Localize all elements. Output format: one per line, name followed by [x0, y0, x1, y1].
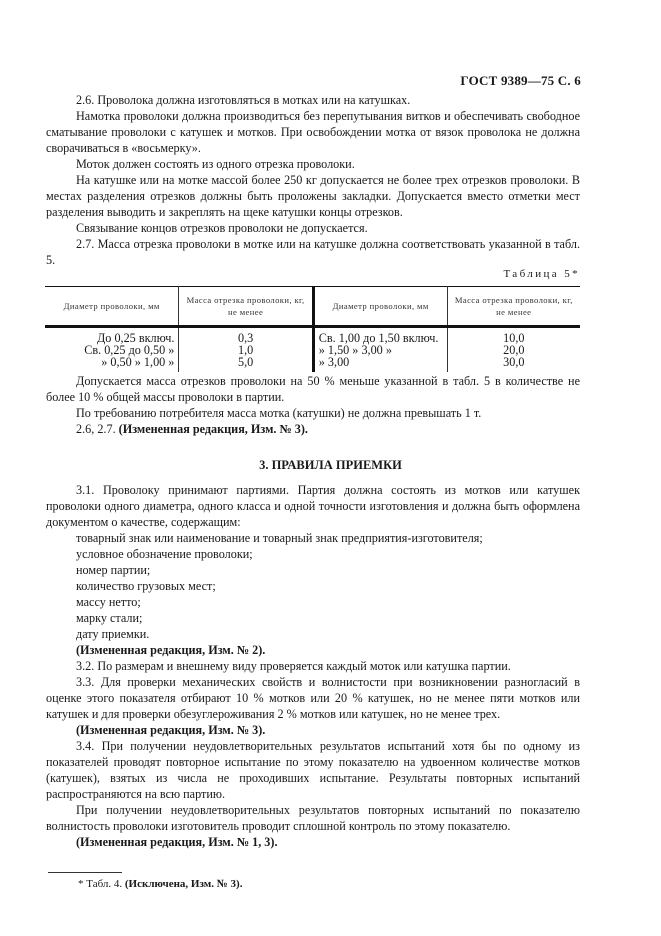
header-mass-1: Масса отрезка проволоки, кг, не менее: [179, 287, 313, 327]
table-caption: Таблица 5*: [503, 268, 580, 280]
paragraph-3-2: 3.2. По размерам и внешнему виду проверяется каждый моток или катушка партии.: [76, 659, 511, 673]
amendment-bold: (Измененная редакция, Изм. № 3).: [76, 723, 266, 737]
paragraph-winding: Намотка проволоки должна производиться без перепутывания витков и обеспечивать свободное сматывание проволоки с катушек и мотков. При освобождении мотка от вязок проволока не должна сворачиваться в «восьмерку».: [46, 109, 580, 155]
footnote-prefix: * Табл. 4.: [78, 878, 123, 890]
cell-line: 0,3: [237, 331, 254, 345]
cell-line: 30,0: [503, 355, 525, 369]
table-5: [45, 286, 580, 372]
cell-mass-right: [447, 327, 580, 373]
list-item: номер партии;: [76, 563, 151, 577]
list-item: марку стали;: [76, 611, 143, 625]
amendment-bold: (Измененная редакция, Изм. № 3).: [118, 422, 308, 436]
section-3-heading: 3. ПРАВИЛА ПРИЕМКИ: [259, 458, 402, 472]
paragraph-spool: На катушке или на мотке массой более 250 кг допускается не более трех отрезков проволоки. В местах разделения отрезков должны быть проложены закладки. Допускается вместо отметки мест разделения выводить и закреплять на щеке катушки концы отрезков.: [46, 173, 580, 219]
paragraph-mass-allowance: Допускается масса отрезков проволоки на 50 % меньше указанной в табл. 5 в количестве не более 10 % общей массы проволоки в партии.: [46, 374, 580, 404]
amendment-ref-3-4: [46, 834, 610, 850]
cell-line: 10,0: [503, 331, 525, 345]
header-mass-2: Масса отрезка проволоки, кг, не менее: [447, 287, 580, 327]
list-item: условное обозначение проволоки;: [76, 547, 253, 561]
footnote: [78, 878, 242, 890]
cell-line: » 3,00: [318, 355, 350, 369]
cell-line: » 1,50 » 3,00 »: [318, 343, 392, 357]
cell-line: Св. 0,25 до 0,50 »: [84, 343, 175, 357]
cell-line: 5,0: [237, 355, 254, 369]
amendment-ref-3-1: [46, 642, 610, 658]
cell-mass-left: [179, 327, 313, 373]
list-item: количество грузовых мест;: [76, 579, 216, 593]
amendment-ref-2-6: [46, 421, 580, 437]
cell-line: Св. 1,00 до 1,50 включ.: [318, 331, 439, 345]
paragraph-2-6: 2.6. Проволока должна изготовляться в мотках или на катушках.: [76, 93, 411, 107]
cell-line: 20,0: [503, 343, 525, 357]
list-item: массу нетто;: [76, 595, 141, 609]
cell-line: До 0,25 включ.: [96, 331, 175, 345]
paragraph-tying: Связывание концов отрезков проволоки не допускается.: [76, 221, 368, 235]
cell-diameter-left: [45, 327, 179, 373]
paragraph-2-7-text: 2.7. Масса отрезка проволоки в мотке или на катушке должна соответствовать указанной в табл. 5.: [46, 237, 580, 267]
amendment-bold: (Измененная редакция, Изм. № 1, 3).: [76, 835, 278, 849]
paragraph-2-7: [46, 236, 580, 268]
header-diameter-2: Диаметр проволоки, мм: [313, 287, 447, 327]
header-diameter-1: Диаметр проволоки, мм: [63, 301, 160, 311]
paragraph-3-1: 3.1. Проволоку принимают партиями. Партия должна состоять из мотков или катушек проволоки одного диаметра, одного класса и одной точности изготовления и должна быть оформлена документом о качестве, содержащим:: [46, 483, 580, 529]
table-header-row: [45, 287, 580, 327]
cell-line: 1,0: [237, 343, 254, 357]
footnote-bold: (Исключена, Изм. № 3).: [124, 878, 243, 890]
paragraph-3-4-repeat: При получении неудовлетворительных результатов повторных испытаний по показателю волнистость проволоки изготовитель проводит сплошной контроль по этому показателю.: [46, 803, 580, 833]
list-item: дату приемки.: [76, 627, 150, 641]
cell-line: » 0,50 » 1,00 »: [101, 355, 175, 369]
amendment-ref-3-3: [46, 722, 610, 738]
paragraph-3-4: 3.4. При получении неудовлетворительных результатов испытаний хотя бы по одному из показателей проводят повторное испытание по этому показателю на удвоенном количестве мотков (катушек), взятых из числа не проходивших испытание. Результаты повторных испытаний распространяются на всю партию.: [46, 739, 580, 801]
amendment-prefix: 2.6, 2.7.: [76, 422, 116, 436]
amendment-bold: (Измененная редакция, Изм. № 2).: [76, 643, 266, 657]
list-item: товарный знак или наименование и товарный знак предприятия-изготовителя;: [76, 531, 483, 545]
paragraph-coil: Моток должен состоять из одного отрезка проволоки.: [76, 157, 355, 171]
table-row: [45, 327, 580, 373]
paragraph-3-3: 3.3. Для проверки механических свойств и волнистости при возникновении разногласий в оценке этого показателя отбирают 10 % мотков или 20 % катушек, но не менее пяти мотков или катушек и для проверки обезуглероживания 2 % мотков или катушек, но не менее трех.: [46, 675, 580, 721]
page-header: ГОСТ 9389—75 С. 6: [460, 73, 581, 88]
paragraph-consumer-request: По требованию потребителя масса мотка (катушки) не должна превышать 1 т.: [76, 406, 482, 420]
cell-diameter-right: [313, 327, 447, 373]
footnote-divider: [48, 872, 122, 873]
